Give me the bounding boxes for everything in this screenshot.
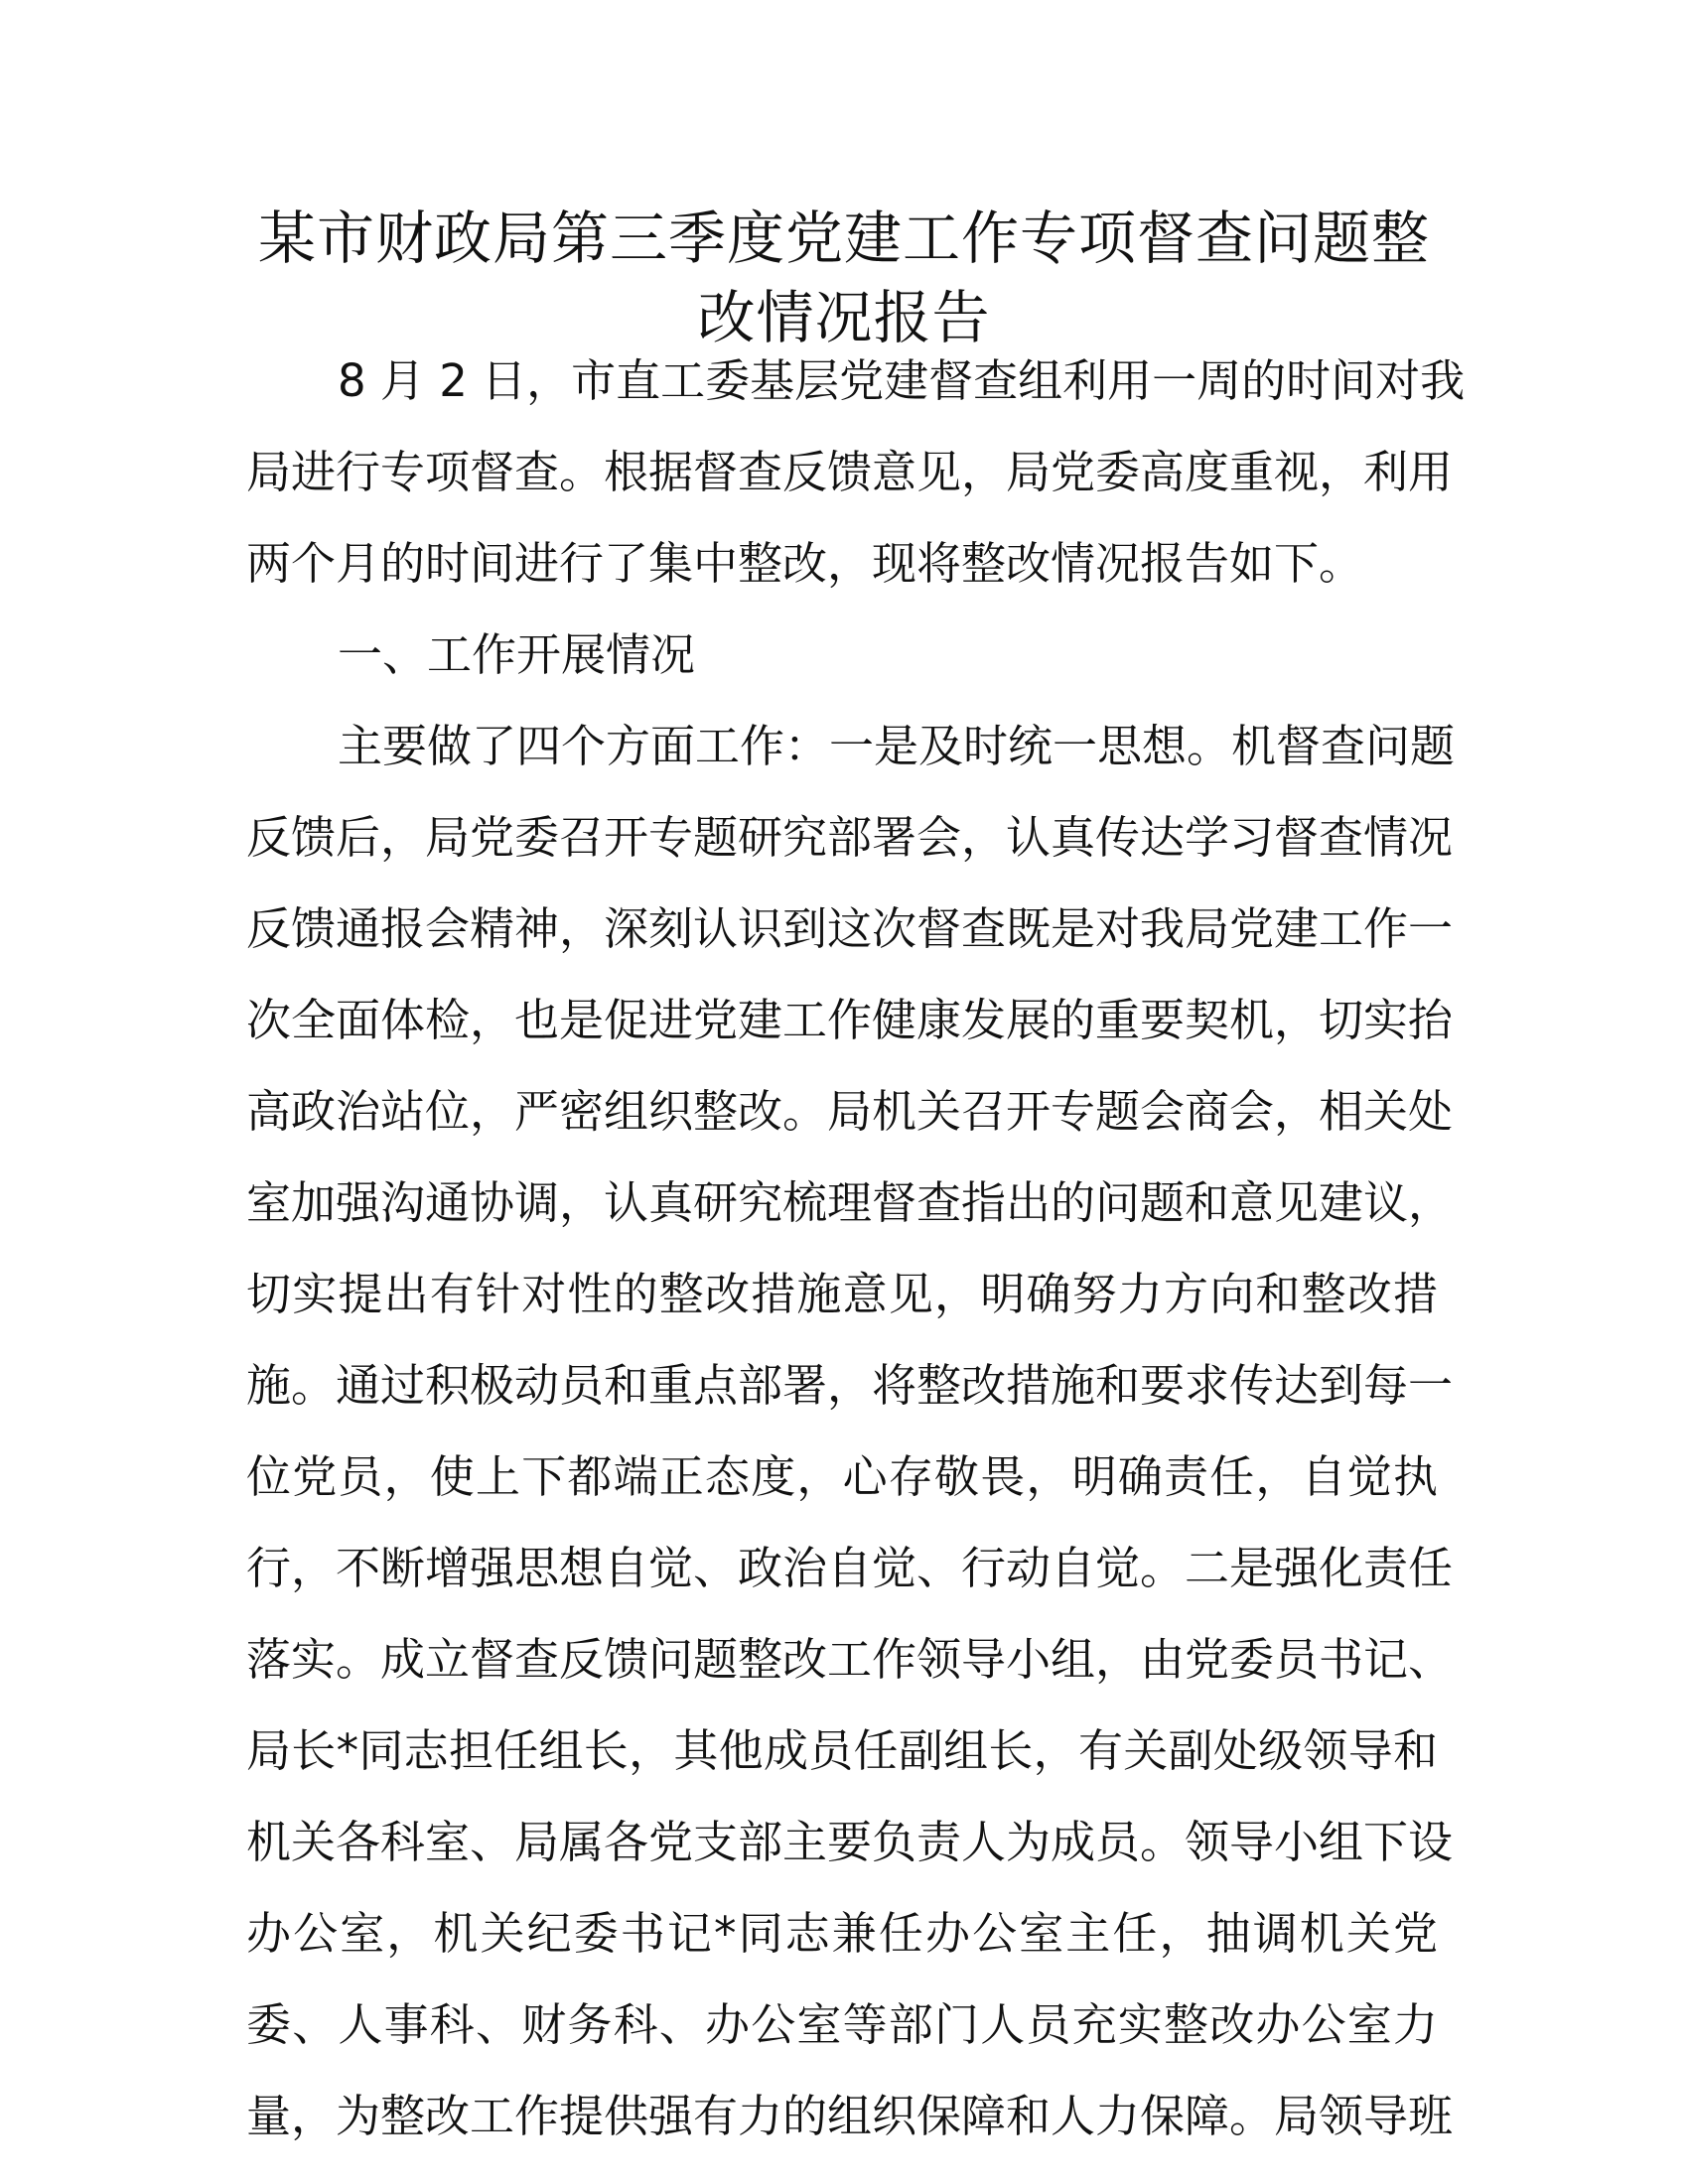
body-line: 委、人事科、财务科、办公室等部门人员充实整改办公室力 — [246, 1998, 1438, 2051]
body-line: 次全面体检，也是促进党建工作健康发展的重要契机，切实抬 — [246, 994, 1454, 1046]
body-line: 行，不断增强思想自觉、政治自觉、行动自觉。二是强化责任 — [246, 1542, 1454, 1594]
body-line: 主要做了四个方面工作：一是及时统一思想。机督查问题 — [338, 720, 1456, 772]
body-line: 位党员，使上下都端正态度，心存敬畏，明确责任，自觉执 — [246, 1450, 1438, 1503]
body-line: 量，为整改工作提供强有力的组织保障和人力保障。局领导班 — [246, 2090, 1454, 2142]
intro-line-3: 两个月的时间进行了集中整改，现将整改情况报告如下。 — [246, 537, 1364, 590]
body-line: 办公室，机关纪委书记*同志兼任办公室主任，抽调机关党 — [246, 1907, 1438, 1960]
title-line-2: 改情况报告 — [697, 284, 991, 351]
title-line-1: 某市财政局第三季度党建工作专项督查问题整 — [257, 205, 1430, 272]
body-line: 反馈后，局党委召开专题研究部署会，认真传达学习督查情况 — [246, 811, 1454, 864]
section-heading: 一、工作开展情况 — [338, 628, 696, 681]
body-line: 切实提出有针对性的整改措施意见，明确努力方向和整改措 — [246, 1268, 1438, 1320]
intro-line-1: 8 月 2 日，市直工委基层党建督查组利用一周的时间对我 — [338, 354, 1466, 407]
body-line: 机关各科室、局属各党支部主要负责人为成员。领导小组下设 — [246, 1816, 1454, 1868]
intro-line-2: 局进行专项督查。根据督查反馈意见，局党委高度重视，利用 — [246, 446, 1454, 498]
body-line: 高政治站位，严密组织整改。局机关召开专题会商会，相关处 — [246, 1085, 1454, 1138]
document-title — [238, 199, 1450, 357]
body-line: 反馈通报会精神，深刻认识到这次督查既是对我局党建工作一 — [246, 902, 1454, 955]
body-line: 室加强沟通协调，认真研究梳理督查指出的问题和意见建议， — [246, 1176, 1454, 1229]
body-line: 局长*同志担任组长，其他成员任副组长，有关副处级领导和 — [246, 1724, 1438, 1777]
document-body — [246, 336, 1466, 2162]
body-line: 施。通过积极动员和重点部署，将整改措施和要求传达到每一 — [246, 1359, 1454, 1412]
body-line: 落实。成立督查反馈问题整改工作领导小组，由党委员书记、 — [246, 1633, 1454, 1686]
